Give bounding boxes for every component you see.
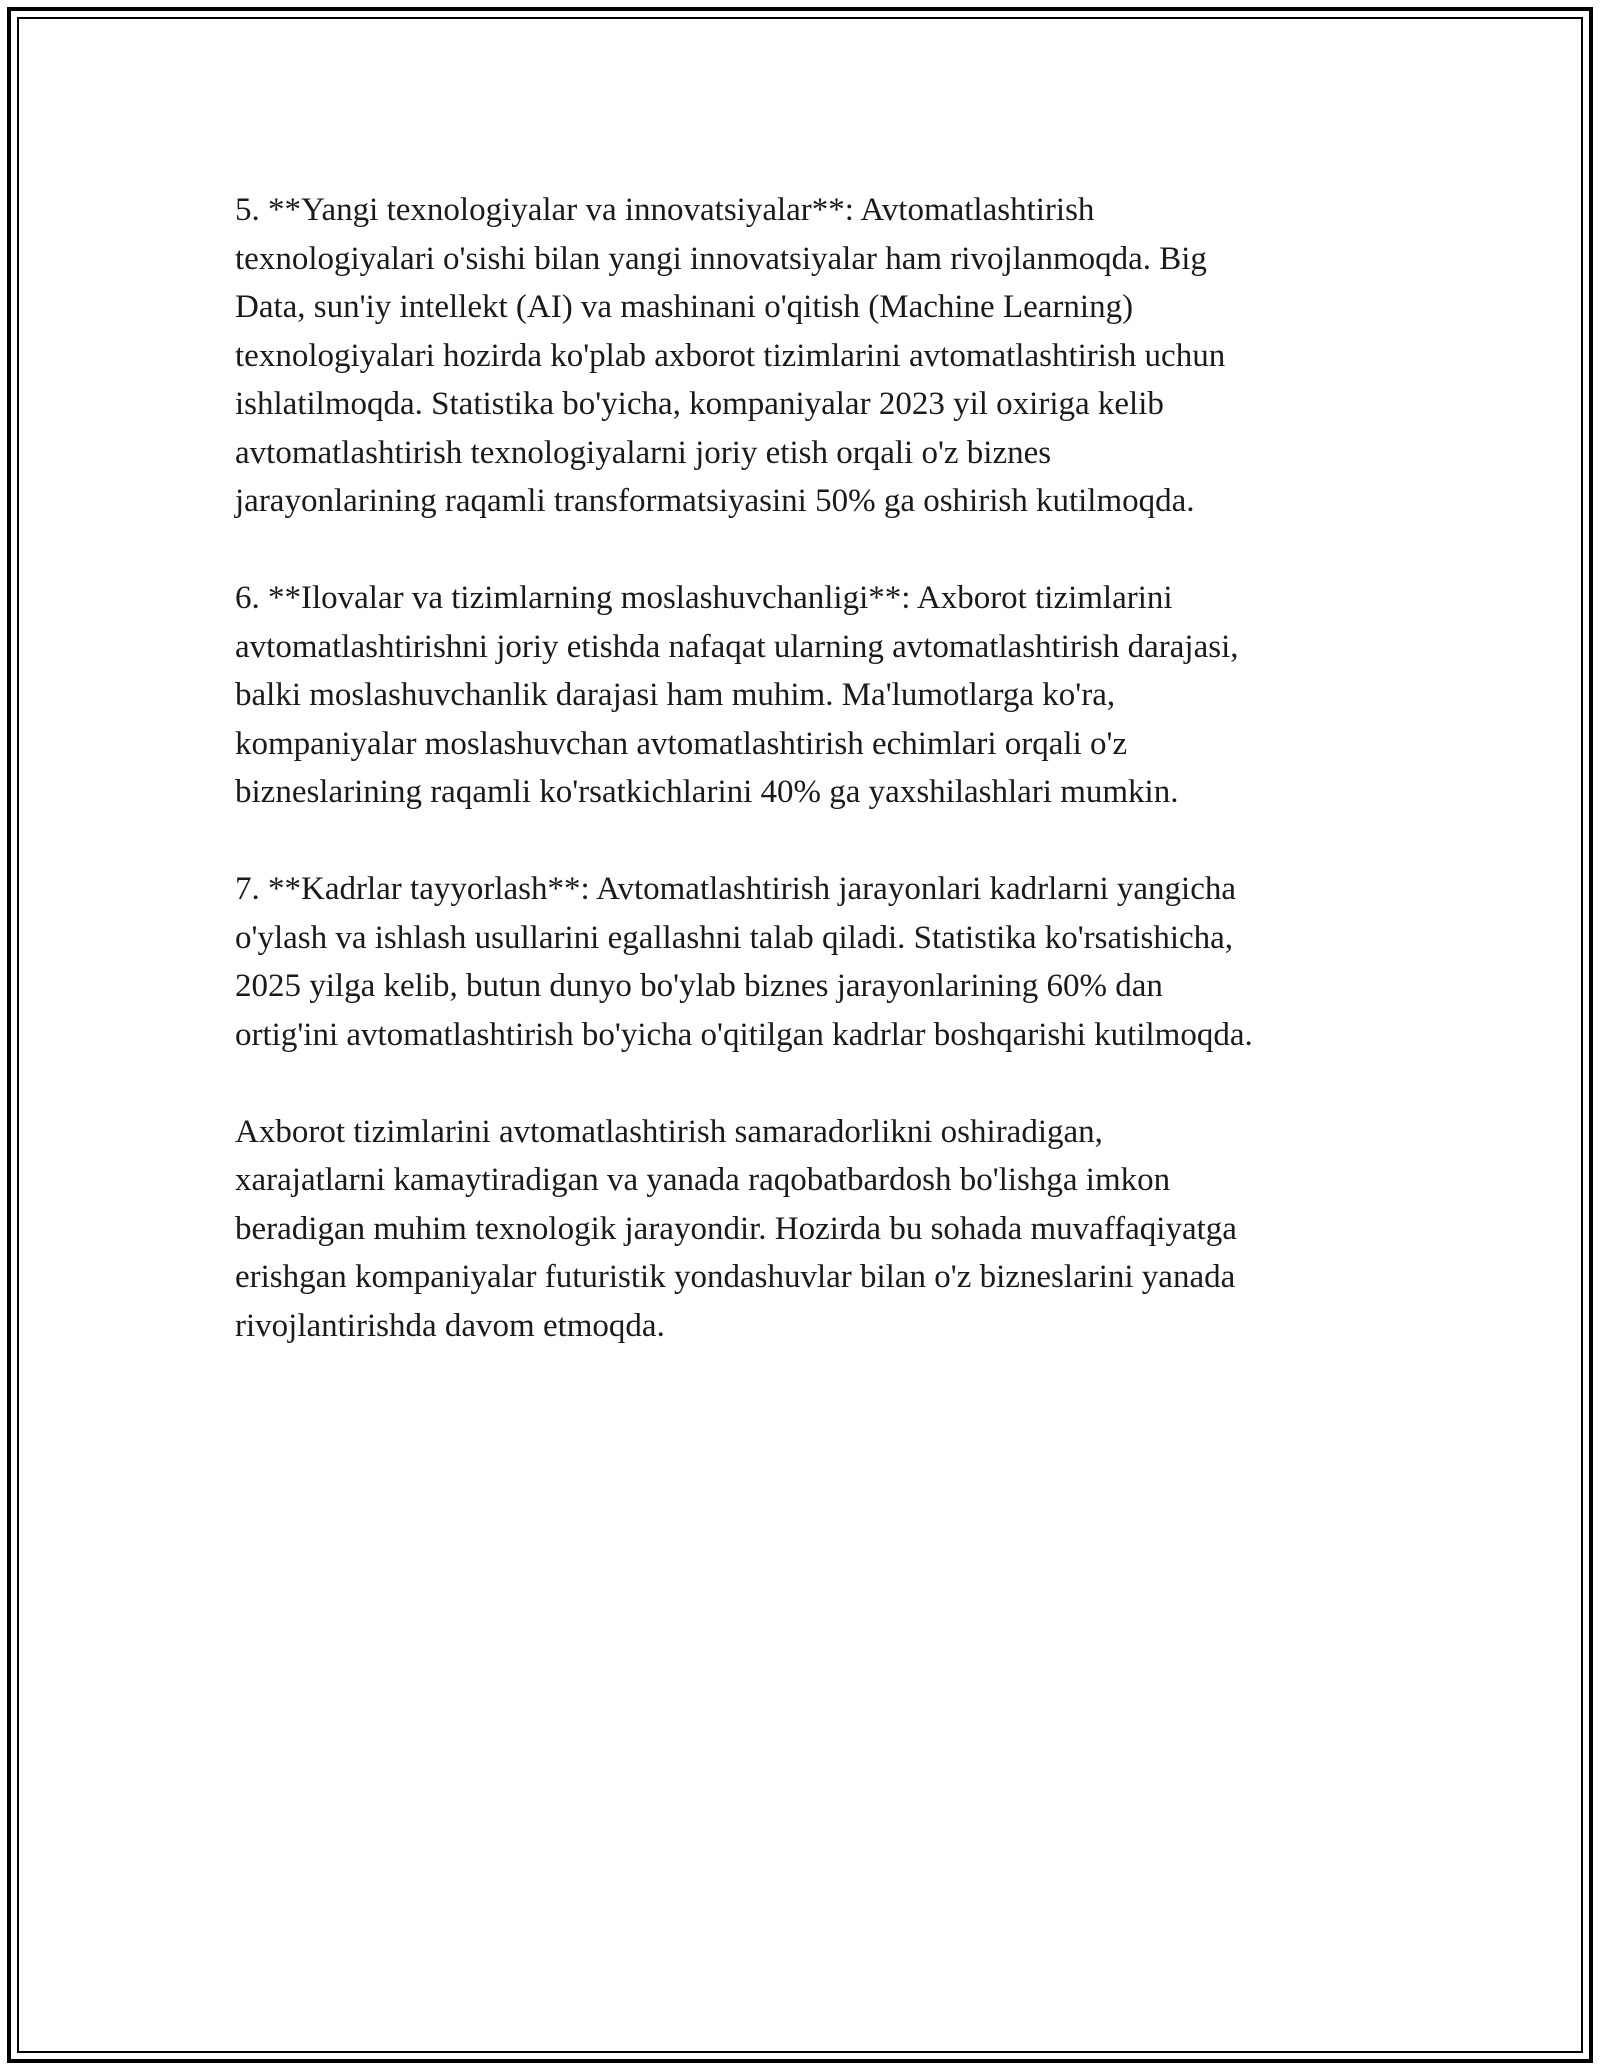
paragraph-conclusion: Axborot tizimlarini avtomatlashtirish samaradorlikni oshiradigan, xarajatlarni kamaytiradigan va yanada raqobatbardosh bo'lishga imkon beradigan muhim texnologik jarayondir. Hozirda bu sohada muvaffaqiyatga erishgan kompaniyalar futuristik yondashuvlar bilan o'z bizneslarini yanada rivojlantirishda davom etmoqda. <box>235 1113 1237 1344</box>
paragraph-staff-training: 7. **Kadrlar tayyorlash**: Avtomatlashtirish jarayonlari kadrlarni yangicha o'ylash va ishlash usullarini egallashni talab qiladi. Statistika ko'rsatishicha, 2025 yilga kelib, butun dunyo bo'ylab biznes jarayonlarining 60% dan ortig'ini avtomatlashtirish bo'yicha o'qitilgan kadrlar boshqarishi kutilmoqda. <box>235 871 1253 1053</box>
document-body <box>235 186 1375 1399</box>
paragraph-flexibility: 6. **Ilovalar va tizimlarning moslashuvchanligi**: Axborot tizimlarini avtomatlashtirishni joriy etishda nafaqat ularning avtomatlashtirish darajasi, balki moslashuvchanlik darajasi ham muhim. Ma'lumotlarga ko'ra, kompaniyalar moslashuvchan avtomatlashtirish echimlari orqali o'z bizneslarining raqamli ko'rsatkichlarini 40% ga yaxshilashlari mumkin. <box>235 580 1239 810</box>
paragraph-new-technologies: 5. **Yangi texnologiyalar va innovatsiyalar**: Avtomatlashtirish texnologiyalari o'sishi bilan yangi innovatsiyalar ham rivojlanmoqda. Big Data, sun'iy intellekt (AI) va mashinani o'qitish (Machine Learning) texnologiyalari hozirda ko'plab axborot tizimlarini avtomatlashtirish uchun ishlatilmoqda. Statistika bo'yicha, kompaniyalar 2023 yil oxiriga kelib avtomatlashtirish texnologiyalarni joriy etish orqali o'z biznes jarayonlarining raqamli transformatsiyasini 50% ga oshirish kutilmoqda. <box>235 192 1226 519</box>
